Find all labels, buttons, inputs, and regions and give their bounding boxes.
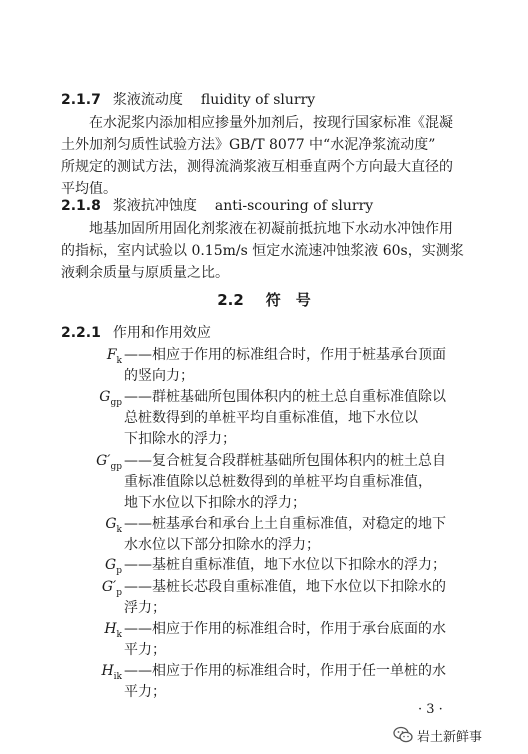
symbol-description: ——相应于作用的标准组合时，作用于任一单桩的水 平力； [124,663,446,700]
symbol-entry [92,661,468,703]
wechat-icon [393,726,413,744]
symbol: $H_k$ [104,621,122,640]
symbol: $G'_{gp}$ [96,453,122,472]
symbol-description: ——基桩长芯段自重标准值，地下水位以下扣除水的 浮力； [124,579,446,616]
symbol: $G_{gp}$ [99,389,122,408]
symbol-entry [92,619,468,661]
symbol: $H_{ik}$ [101,663,122,682]
term-chinese: 浆液抗冲蚀度 [112,198,197,214]
page-number: · 3 · [418,702,443,717]
term-heading-2-1-8 [61,196,373,216]
paragraph-line: 所规定的测试方法，测得流淌浆液互相垂直两个方向最大直径的 [61,159,453,175]
symbol-description: ——相应于作用的标准组合时，作用于桩基承台顶面 的竖向力； [124,347,446,384]
subsection-heading [61,323,211,343]
paragraph-line: 的指标，室内试验以 0.15m/s 恒定水流速冲蚀浆液 60s，实测浆 [61,243,464,259]
section-name: 符 号 [265,291,311,309]
symbol: $F_k$ [106,347,122,366]
paragraph-line: 地基加固所用固化剂浆液在初凝前抵抗地下水动水冲蚀作用 [89,221,453,237]
term-number: 2.1.7 [61,92,101,108]
term-heading-2-1-7 [61,90,315,110]
symbol-description: ——复合桩复合段群桩基础所包围体积内的桩土总自 重标准值除以总桩数得到的单桩平均自重标准值， 地下水位以下扣除水的浮力； [124,453,446,511]
symbol-entry [92,514,468,556]
symbol-entry [92,345,468,387]
paragraph-line: 平均值。 [61,181,117,197]
subsection-number: 2.2.1 [61,325,101,341]
paragraph-line: 在水泥浆内添加相应掺量外加剂后，按现行国家标准《混凝 [89,115,453,131]
paragraph-line: 液剩余质量与原质量之比。 [61,265,229,281]
term-chinese: 浆液流动度 [112,92,183,108]
term-definition-2-1-8 [61,218,471,284]
symbol-entry [92,555,468,576]
watermark-text: 岩土新鲜事 [417,729,483,745]
symbol-description: ——基桩自重标准值，地下水位以下扣除水的浮力； [124,557,446,573]
symbol: $G'_p$ [101,579,122,598]
term-english: anti-scouring of slurry [214,198,374,214]
watermark [393,724,482,746]
symbol: $G_k$ [105,516,122,535]
symbol-entry [92,387,468,450]
subsection-title: 作用和作用效应 [112,325,211,341]
symbol-description: ——桩基承台和承台上土自重标准值，对稳定的地下 水水位以下部分扣除水的浮力； [124,516,446,553]
section-title [0,289,528,310]
symbol-description: ——群桩基础所包围体积内的桩土总自重标准值除以 总桩数得到的单桩平均自重标准值，地下水位以 下扣除水的浮力； [124,389,446,447]
term-definition-2-1-7 [61,112,471,200]
symbol: $G_p$ [105,557,122,576]
paragraph-line: 土外加剂匀质性试验方法》GB/T 8077 中“水泥净浆流动度” [61,137,436,153]
section-number: 2.2 [217,291,244,309]
term-number: 2.1.8 [61,198,101,214]
term-english: fluidity of slurry [200,92,316,108]
symbol-description: ——相应于作用的标准组合时，作用于承台底面的水 平力； [124,621,446,658]
symbol-entry [92,577,468,619]
symbol-entry [92,451,468,514]
